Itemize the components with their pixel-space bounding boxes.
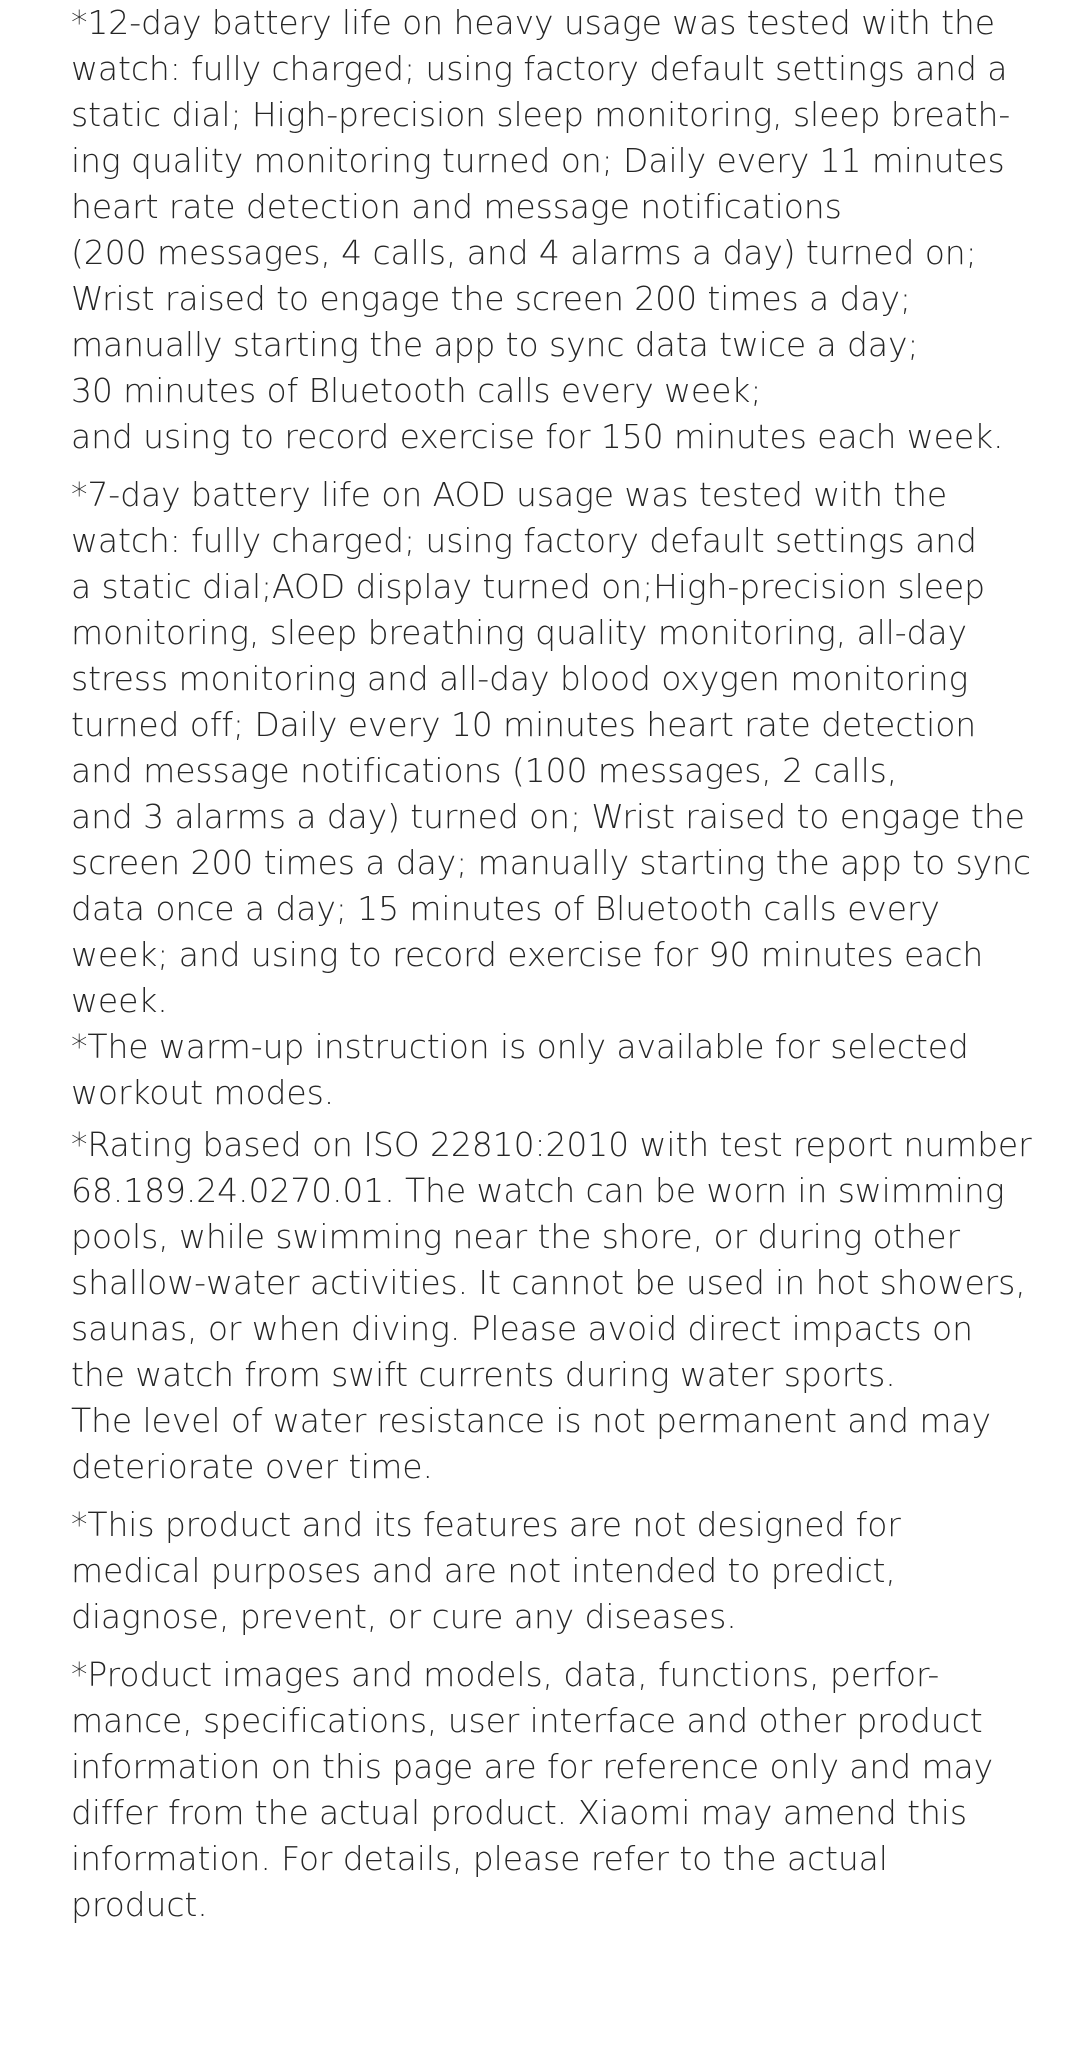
note-line: *This product and its features are not designed for (71, 1505, 901, 1544)
note-line: the watch from swift currents during water sports. (71, 1355, 896, 1394)
note-line: watch: fully charged; using factory default settings and (71, 521, 977, 560)
product-images-disclaimer-note (71, 1652, 1031, 1928)
note-line: medical purposes and are not intended to predict, (71, 1551, 896, 1590)
note-line: pools, while swimming near the shore, or during other (71, 1217, 960, 1256)
note-line: turned off; Daily every 10 minutes heart rate detection (71, 705, 977, 744)
warm-up-note (71, 1024, 1031, 1116)
water-resistance-note (71, 1122, 1031, 1490)
note-line: static dial; High-precision sleep monitoring, sleep breath- (71, 95, 1011, 134)
note-line: (200 messages, 4 calls, and 4 alarms a day) turned on; (71, 233, 977, 272)
note-line: *Rating based on ISO 22810:2010 with test report number (71, 1125, 1032, 1164)
note-line: a static dial;AOD display turned on;High-precision sleep (71, 567, 985, 606)
note-line: shallow-water activities. It cannot be used in hot showers, (71, 1263, 1026, 1302)
note-line: information. For details, please refer to the actual (71, 1839, 888, 1878)
note-line: week; and using to record exercise for 90 minutes each (71, 935, 984, 974)
note-line: product. (71, 1885, 208, 1924)
note-line: manually starting the app to sync data twice a day; (71, 325, 919, 364)
note-line: ing quality monitoring turned on; Daily every 11 minutes (71, 141, 1005, 180)
note-line: and using to record exercise for 150 minutes each week. (71, 417, 1004, 456)
medical-disclaimer-note (71, 1502, 1031, 1640)
note-line: *Product images and models, data, functions, perfor- (71, 1655, 940, 1694)
note-line: information on this page are for reference only and may (71, 1747, 994, 1786)
note-line: and 3 alarms a day) turned on; Wrist raised to engage the (71, 797, 1025, 836)
note-line: heart rate detection and message notifications (71, 187, 842, 226)
note-line: week. (71, 981, 168, 1020)
note-line: screen 200 times a day; manually starting the app to sync (71, 843, 1031, 882)
note-line: monitoring, sleep breathing quality monitoring, all-day (71, 613, 967, 652)
note-line: diagnose, prevent, or cure any diseases. (71, 1597, 737, 1636)
note-line: mance, specifications, user interface and other product (71, 1701, 983, 1740)
note-line: Wrist raised to engage the screen 200 times a day; (71, 279, 911, 318)
note-line: deteriorate over time. (71, 1447, 433, 1486)
footnotes (71, 0, 1031, 1928)
note-line: saunas, or when diving. Please avoid direct impacts on (71, 1309, 973, 1348)
note-line: The level of water resistance is not permanent and may (71, 1401, 991, 1440)
note-line: *The warm-up instruction is only available for selected (71, 1027, 969, 1066)
battery-heavy-usage-note (71, 0, 1031, 460)
note-line: *7-day battery life on AOD usage was tested with the (71, 475, 948, 514)
note-line: 30 minutes of Bluetooth calls every week; (71, 371, 762, 410)
note-line: 68.189.24.0270.01. The watch can be worn in swimming (71, 1171, 1005, 1210)
battery-aod-usage-note (71, 472, 1031, 1024)
note-line: data once a day; 15 minutes of Bluetooth calls every (71, 889, 940, 928)
note-line: *12-day battery life on heavy usage was tested with the (71, 3, 995, 42)
note-line: and message notifications (100 messages, 2 calls, (71, 751, 898, 790)
note-line: differ from the actual product. Xiaomi may amend this (71, 1793, 967, 1832)
note-line: stress monitoring and all-day blood oxygen monitoring (71, 659, 969, 698)
note-line: workout modes. (71, 1073, 335, 1112)
note-line: watch: fully charged; using factory default settings and a (71, 49, 1008, 88)
